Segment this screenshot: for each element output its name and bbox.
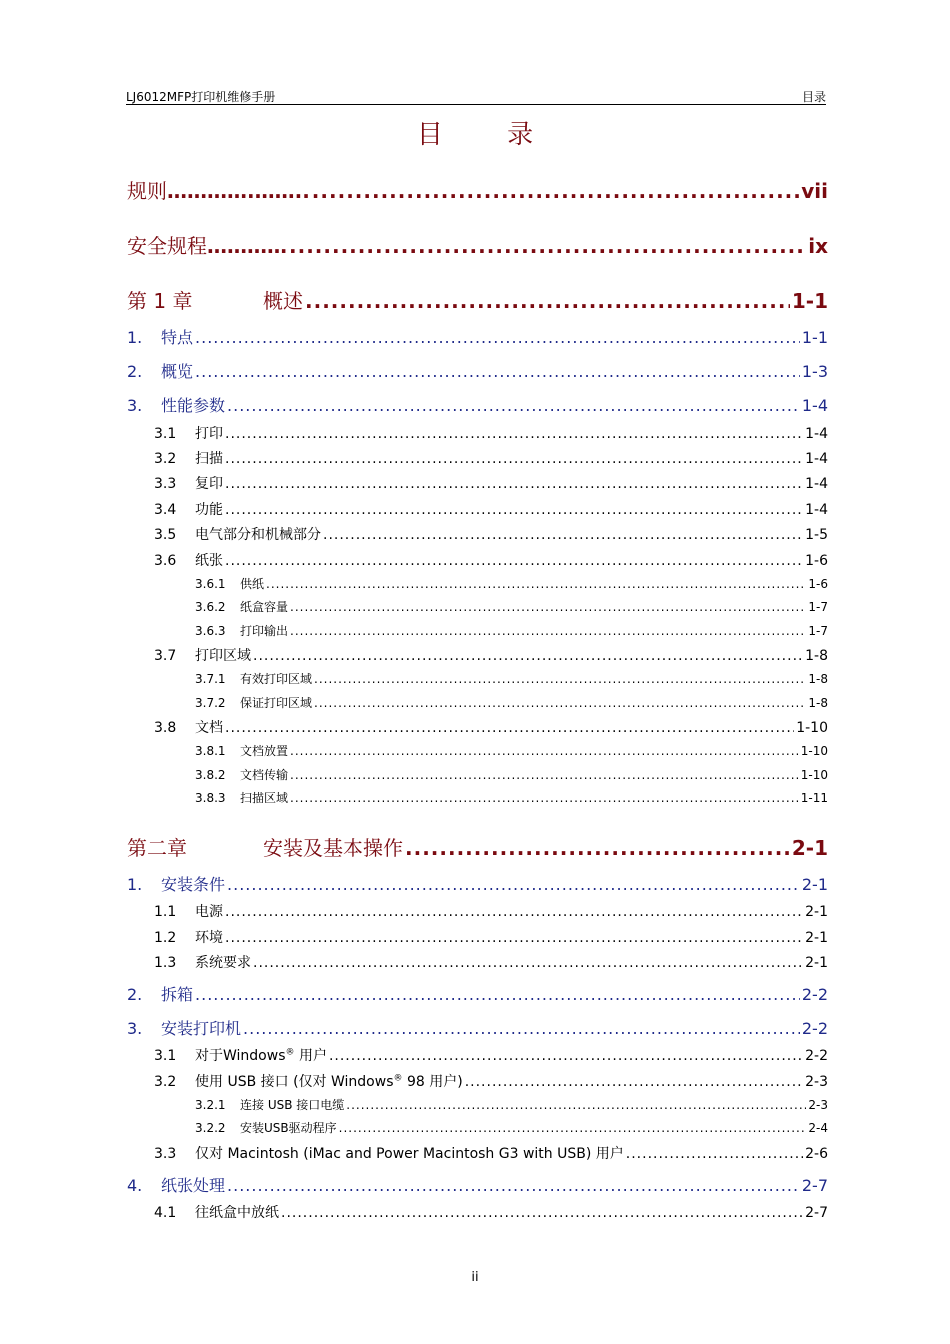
toc-entry[interactable] xyxy=(127,359,828,382)
toc-entry[interactable] xyxy=(195,622,828,639)
leader-dots xyxy=(253,648,803,664)
toc-entry[interactable] xyxy=(154,499,828,519)
entry-number: 3.6.3 xyxy=(195,624,226,638)
toc-entry[interactable] xyxy=(154,448,828,468)
leader-dots xyxy=(314,672,806,686)
toc-entry[interactable] xyxy=(195,766,828,783)
entry-page: 2-6 xyxy=(805,1146,828,1162)
leader-dots xyxy=(225,904,803,920)
leader-dots xyxy=(312,179,799,203)
entry-text: 扫描 xyxy=(195,451,223,467)
toc-entry[interactable] xyxy=(154,473,828,493)
leader-dots xyxy=(225,553,803,569)
toc-entry[interactable] xyxy=(127,1173,828,1196)
leader-dots xyxy=(626,1146,803,1162)
leader-dots xyxy=(290,791,799,805)
entry-text: 文档 xyxy=(195,720,223,736)
leader-dots xyxy=(227,396,800,415)
leader-dots xyxy=(314,696,806,710)
entry-text: 功能 xyxy=(195,502,223,518)
entry-text: 纸张处理 xyxy=(161,1176,226,1195)
leader-dots xyxy=(405,836,790,860)
entry-text: 供纸 xyxy=(240,577,265,591)
toc-entry[interactable] xyxy=(195,1096,828,1113)
entry-text: 环境 xyxy=(195,930,223,946)
entry-number: 3.1 xyxy=(154,1048,177,1064)
entry-page: 2-4 xyxy=(808,1121,828,1135)
toc-entry[interactable] xyxy=(154,927,828,947)
entry-number: 3.8 xyxy=(154,720,177,736)
entry-text: 打印输出 xyxy=(240,624,289,638)
toc-entry[interactable] xyxy=(127,325,828,348)
entry-number: 2. xyxy=(127,362,143,381)
entry-text: 复印 xyxy=(195,476,223,492)
entry-page: 2-1 xyxy=(805,904,828,920)
leader-dots xyxy=(195,985,800,1004)
toc-entry[interactable] xyxy=(127,872,828,895)
toc-chapter-1[interactable] xyxy=(127,285,828,314)
entry-text: 安全规程 xyxy=(127,234,207,258)
entry-text: 往纸盒中放纸 xyxy=(195,1205,279,1221)
entry-page: 2-1 xyxy=(805,955,828,971)
toc-entry[interactable] xyxy=(154,550,828,570)
entry-page: 1-5 xyxy=(805,527,828,543)
entry-text: 特点 xyxy=(161,328,194,347)
chapter-title: 概述 xyxy=(263,289,303,313)
entry-number: 3.7 xyxy=(154,648,177,664)
leader-dots xyxy=(227,875,800,894)
toc-entry[interactable] xyxy=(195,670,828,687)
entry-text: 使用 USB 接口 (仅对 Windows® 98 用户) xyxy=(195,1073,463,1090)
toc-entry[interactable] xyxy=(195,694,828,711)
entry-number: 3.6.1 xyxy=(195,577,226,591)
toc-title: 目 录 xyxy=(416,120,562,150)
toc-entry[interactable] xyxy=(195,575,828,592)
entry-page: ix xyxy=(808,234,828,258)
toc-entry[interactable] xyxy=(154,901,828,921)
entry-number: 1.1 xyxy=(154,904,177,920)
toc-entry[interactable] xyxy=(127,393,828,416)
entry-number: 1. xyxy=(127,875,143,894)
leader-dots xyxy=(281,1205,803,1221)
entry-text: 电气部分和机械部分 xyxy=(195,527,321,543)
entry-text: 规则 xyxy=(127,179,167,203)
entry-number: 3.2.1 xyxy=(195,1098,226,1112)
entry-number: 1.3 xyxy=(154,955,177,971)
entry-number: 1. xyxy=(127,328,143,347)
entry-text: 纸张 xyxy=(195,553,223,569)
toc-entry[interactable] xyxy=(154,423,828,443)
entry-page: 1-4 xyxy=(805,426,828,442)
leader-dots xyxy=(329,1048,803,1064)
entry-page: 1-6 xyxy=(805,553,828,569)
entry-text: 仅对 Macintosh (iMac and Power Macintosh G3 with USB) 用户 xyxy=(195,1146,624,1162)
toc-entry-rules[interactable] xyxy=(127,175,828,204)
entry-text: 对于Windows® 用户 xyxy=(195,1047,327,1064)
leader-dots xyxy=(227,1176,800,1195)
entry-page: 2-3 xyxy=(805,1074,828,1090)
entry-text: 保证打印区域 xyxy=(240,696,313,710)
entry-page: 1-10 xyxy=(800,768,828,782)
entry-text: 安装条件 xyxy=(161,875,226,894)
entry-page: 2-1 xyxy=(805,930,828,946)
toc-entry[interactable] xyxy=(195,1119,828,1136)
leader-dots xyxy=(243,1019,800,1038)
entry-text: 纸盒容量 xyxy=(240,600,289,614)
entry-text: 打印区域 xyxy=(195,648,251,664)
entry-page: 1-6 xyxy=(808,577,828,591)
toc-entry[interactable] xyxy=(195,742,828,759)
leader-dots xyxy=(266,577,806,591)
entry-lead: ………….…….. xyxy=(167,179,310,203)
chapter-number: 第二章 xyxy=(127,836,187,860)
leader-dots xyxy=(339,1121,807,1135)
header-section: 目录 xyxy=(801,90,826,104)
leader-dots xyxy=(225,502,803,518)
leader-dots xyxy=(323,527,803,543)
entry-text: 概览 xyxy=(161,362,194,381)
entry-number: 2. xyxy=(127,985,143,1004)
toc-entry[interactable] xyxy=(154,645,828,665)
leader-dots xyxy=(195,328,800,347)
leader-dots xyxy=(346,1098,806,1112)
toc-entry[interactable] xyxy=(154,524,828,544)
entry-number: 3.8.3 xyxy=(195,791,226,805)
entry-page: vii xyxy=(801,179,828,203)
leader-dots xyxy=(225,426,803,442)
entry-text: 拆箱 xyxy=(161,985,194,1004)
entry-number: 3.4 xyxy=(154,502,177,518)
toc-entry[interactable] xyxy=(195,789,828,806)
entry-number: 3.7.1 xyxy=(195,672,226,686)
toc-entry[interactable] xyxy=(154,1202,828,1222)
entry-text: 安装打印机 xyxy=(161,1019,242,1038)
entry-page: 1-8 xyxy=(808,696,828,710)
toc-entry[interactable] xyxy=(127,982,828,1005)
toc-entry[interactable] xyxy=(154,1143,828,1163)
entry-page: 1-10 xyxy=(800,744,828,758)
entry-number: 3.6 xyxy=(154,553,177,569)
toc-entry-safety[interactable] xyxy=(127,230,828,259)
entry-page: 2-1 xyxy=(801,875,828,894)
leader-dots xyxy=(290,768,799,782)
entry-page: 1-8 xyxy=(805,648,828,664)
toc-entry[interactable] xyxy=(154,1071,828,1091)
toc-entry[interactable] xyxy=(154,1045,828,1065)
leader-dots xyxy=(195,362,800,381)
leader-dots xyxy=(465,1074,803,1090)
entry-text: 系统要求 xyxy=(195,955,251,971)
header-manual-title: LJ6012MFP打印机维修手册 xyxy=(126,90,276,104)
entry-number: 3.3 xyxy=(154,1146,177,1162)
entry-text: 文档放置 xyxy=(240,744,289,758)
entry-number: 3.1 xyxy=(154,426,177,442)
entry-text: 性能参数 xyxy=(161,396,226,415)
entry-number: 4.1 xyxy=(154,1205,177,1221)
entry-lead: ………… xyxy=(207,234,287,258)
toc-entry[interactable] xyxy=(154,952,828,972)
entry-number: 3. xyxy=(127,396,143,415)
entry-text: 连接 USB 接口电缆 xyxy=(240,1098,345,1112)
entry-number: 3. xyxy=(127,1019,143,1038)
toc-chapter-2[interactable] xyxy=(127,832,828,861)
leader-dots xyxy=(253,955,803,971)
entry-page: 1-7 xyxy=(808,624,828,638)
entry-page: 2-3 xyxy=(808,1098,828,1112)
leader-dots xyxy=(290,624,806,638)
leader-dots xyxy=(290,600,806,614)
entry-page: 1-4 xyxy=(805,476,828,492)
entry-text: 打印 xyxy=(195,426,223,442)
entry-page: 2-7 xyxy=(805,1205,828,1221)
entry-text: 电源 xyxy=(195,904,223,920)
leader-dots xyxy=(225,720,794,736)
entry-page: 1-4 xyxy=(801,396,828,415)
entry-page: 1-1 xyxy=(801,328,828,347)
entry-number: 3.2 xyxy=(154,451,177,467)
entry-page: 1-8 xyxy=(808,672,828,686)
entry-number: 4. xyxy=(127,1176,143,1195)
leader-dots xyxy=(289,234,806,258)
leader-dots xyxy=(225,476,803,492)
page-number: ii xyxy=(471,1270,479,1285)
toc-entry[interactable] xyxy=(195,598,828,615)
entry-number: 3.8.1 xyxy=(195,744,226,758)
entry-number: 1.2 xyxy=(154,930,177,946)
entry-page: 1-11 xyxy=(800,791,828,805)
entry-text: 安装USB驱动程序 xyxy=(240,1121,337,1135)
entry-page: 1-4 xyxy=(805,502,828,518)
entry-number: 3.3 xyxy=(154,476,177,492)
entry-page: 2-2 xyxy=(801,1019,828,1038)
entry-page: 1-7 xyxy=(808,600,828,614)
entry-page: 1-3 xyxy=(801,362,828,381)
entry-number: 3.2.2 xyxy=(195,1121,226,1135)
entry-page: 2-7 xyxy=(801,1176,828,1195)
entry-page: 2-2 xyxy=(801,985,828,1004)
leader-dots xyxy=(225,451,803,467)
entry-page: 1-10 xyxy=(796,720,828,736)
entry-text: 文档传输 xyxy=(240,768,289,782)
entry-page: 1-1 xyxy=(791,289,828,313)
entry-number: 3.2 xyxy=(154,1074,177,1090)
entry-number: 3.7.2 xyxy=(195,696,226,710)
leader-dots xyxy=(225,930,803,946)
entry-number: 3.6.2 xyxy=(195,600,226,614)
entry-number: 3.8.2 xyxy=(195,768,226,782)
entry-number: 3.5 xyxy=(154,527,177,543)
entry-text: 扫描区域 xyxy=(240,791,289,805)
entry-page: 2-2 xyxy=(805,1048,828,1064)
leader-dots xyxy=(305,289,790,313)
toc-entry[interactable] xyxy=(154,717,828,737)
chapter-title: 安装及基本操作 xyxy=(263,836,403,860)
leader-dots xyxy=(290,744,799,758)
entry-page: 2-1 xyxy=(791,836,828,860)
entry-page: 1-4 xyxy=(805,451,828,467)
entry-text: 有效打印区域 xyxy=(240,672,313,686)
page-header xyxy=(126,86,826,105)
toc-entry[interactable] xyxy=(127,1016,828,1039)
chapter-number: 第 1 章 xyxy=(127,289,193,313)
